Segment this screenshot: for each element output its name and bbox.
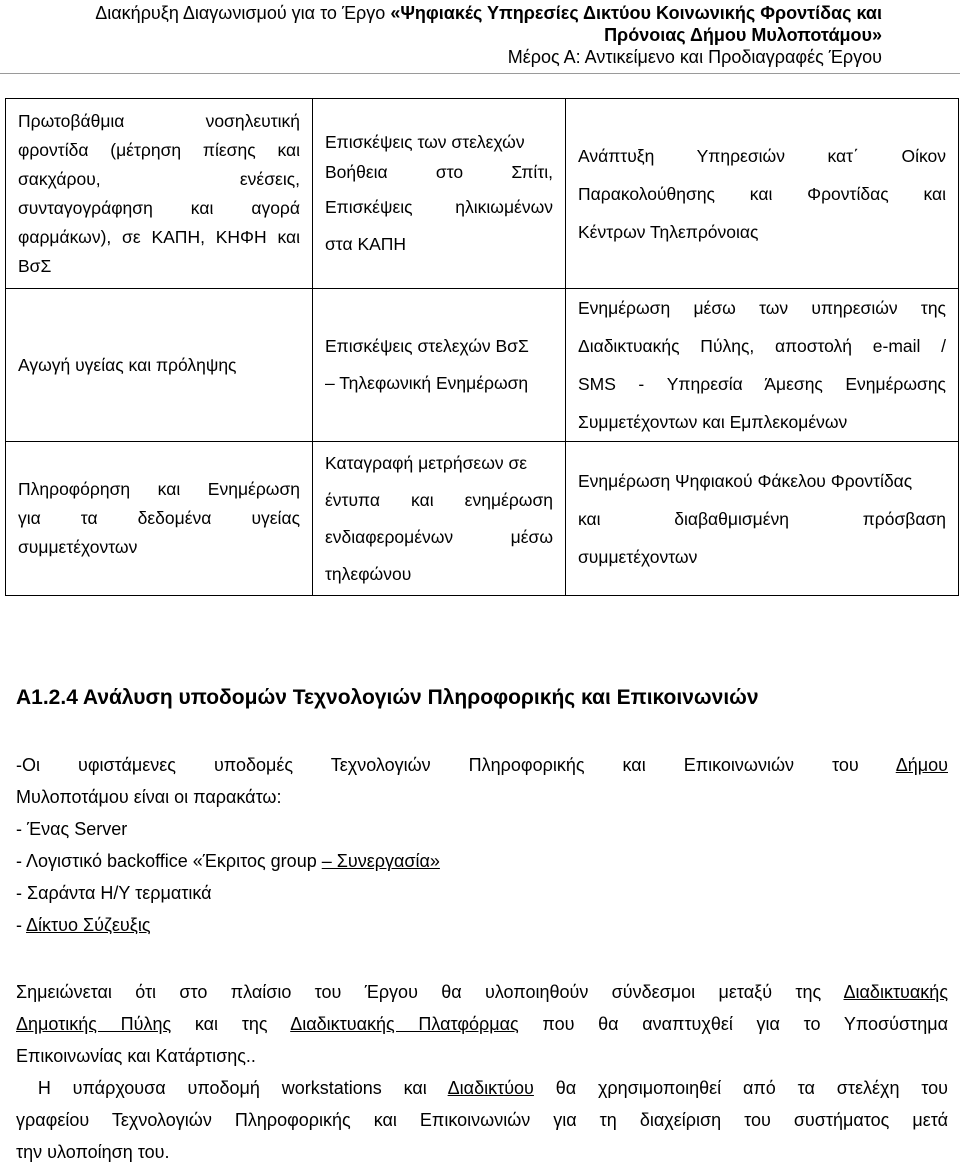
services-table: [5, 98, 959, 596]
infrastructure-list: -Οι υφιστάμενες υποδομές Τεχνολογιών Πληροφορικής και Επικοινωνιών του Δήμου Μυλοποτάμου είναι οι παρακάτω: - Ένας Server - Λογιστικό backoffice «Έκριτος group – Συνεργασία» - Σαράντα Η/Υ τερματικά - Δίκτυο Σύζευξις: [16, 749, 948, 941]
list-item: - Δίκτυο Σύζευξις: [16, 915, 151, 935]
municipality-link[interactable]: Δήμου: [895, 755, 948, 775]
list-item: - Λογιστικό backoffice «Έκριτος group – Συνεργασία»: [16, 851, 440, 871]
list-item: - Σαράντα Η/Υ τερματικά: [16, 883, 212, 903]
table-cell: Καταγραφή μετρήσεων σε έντυπα και ενημέρωση ενδιαφερομένων μέσω τηλεφώνου: [313, 442, 566, 596]
table-row: [6, 289, 959, 442]
table-cell: Ανάπτυξη Υπηρεσιών κατ΄ Οίκον Παρακολούθησης και Φροντίδας και Κέντρων Τηλεπρόνοιας: [566, 99, 959, 289]
table-cell: Επισκέψεις των στελεχών Βοήθεια στο Σπίτι, Επισκέψεις ηλικιωμένων στα ΚΑΠΗ: [313, 99, 566, 289]
intro-line: -Οι υφιστάμενες υποδομές Τεχνολογιών Πληροφορικής και Επικοινωνιών του Δήμου: [16, 755, 948, 775]
table-cell: Αγωγή υγείας και πρόληψης: [6, 289, 313, 442]
table-cell: Πληροφόρηση και Ενημέρωση για τα δεδομένα υγείας συμμετέχοντων: [6, 442, 313, 596]
header-line-3: Μέρος Α: Αντικείμενο και Προδιαγραφές Έργου: [507, 47, 882, 67]
page-header: [0, 0, 960, 74]
section-heading: Α1.2.4 Ανάλυση υποδομών Τεχνολογιών Πληροφορικής και Επικοινωνιών: [16, 686, 759, 709]
header-line-1: Διακήρυξη Διαγωνισμού για το Έργο «Ψηφιακές Υπηρεσίες Δικτύου Κοινωνικής Φροντίδας και: [95, 3, 882, 23]
paragraph-links: Σημειώνεται ότι στο πλαίσιο του Έργου θα υλοποιηθούν σύνδεσμοι μεταξύ της Διαδικτυακής Δημοτικής Πύλης και της Διαδικτυακής Πλατφόρμας που θα αναπτυχθεί για το Υποσύστημα Επικοινωνίας και Κατάρτισης..: [16, 982, 949, 1066]
list-item: - Ένας Server: [16, 819, 128, 839]
table-row: [6, 99, 959, 289]
header-line-2: Πρόνοιας Δήμου Μυλοποτάμου»: [604, 25, 882, 45]
table-row: [6, 442, 959, 596]
table-cell: Ενημέρωση μέσω των υπηρεσιών της Διαδικτυακής Πύλης, αποστολή e-mail / SMS - Υπηρεσία Άμεσης Ενημέρωσης Συμμετέχοντων και Εμπλεκομένων: [566, 289, 959, 442]
paragraph-workstations: Η υπάρχουσα υποδομή workstations και Διαδικτύου θα χρησιμοποιηθεί από τα στελέχη του γραφείου Τεχνολογιών Πληροφορικής και Επικοινωνιών για τη διαχείριση του συστήματος μετά την υλοποίηση του.: [16, 1078, 948, 1162]
table-cell: Επισκέψεις στελεχών ΒσΣ – Τηλεφωνική Ενημέρωση: [313, 289, 566, 442]
table-cell: Πρωτοβάθμια νοσηλευτική φροντίδα (μέτρηση πίεσης και σακχάρου, ενέσεις, συνταγογράφηση και αγορά φαρμάκων), σε ΚΑΠΗ, ΚΗΦΗ και ΒσΣ: [6, 99, 313, 289]
table-cell: Ενημέρωση Ψηφιακού Φάκελου Φροντίδας και διαβαθμισμένη πρόσβαση συμμετέχοντων: [566, 442, 959, 596]
